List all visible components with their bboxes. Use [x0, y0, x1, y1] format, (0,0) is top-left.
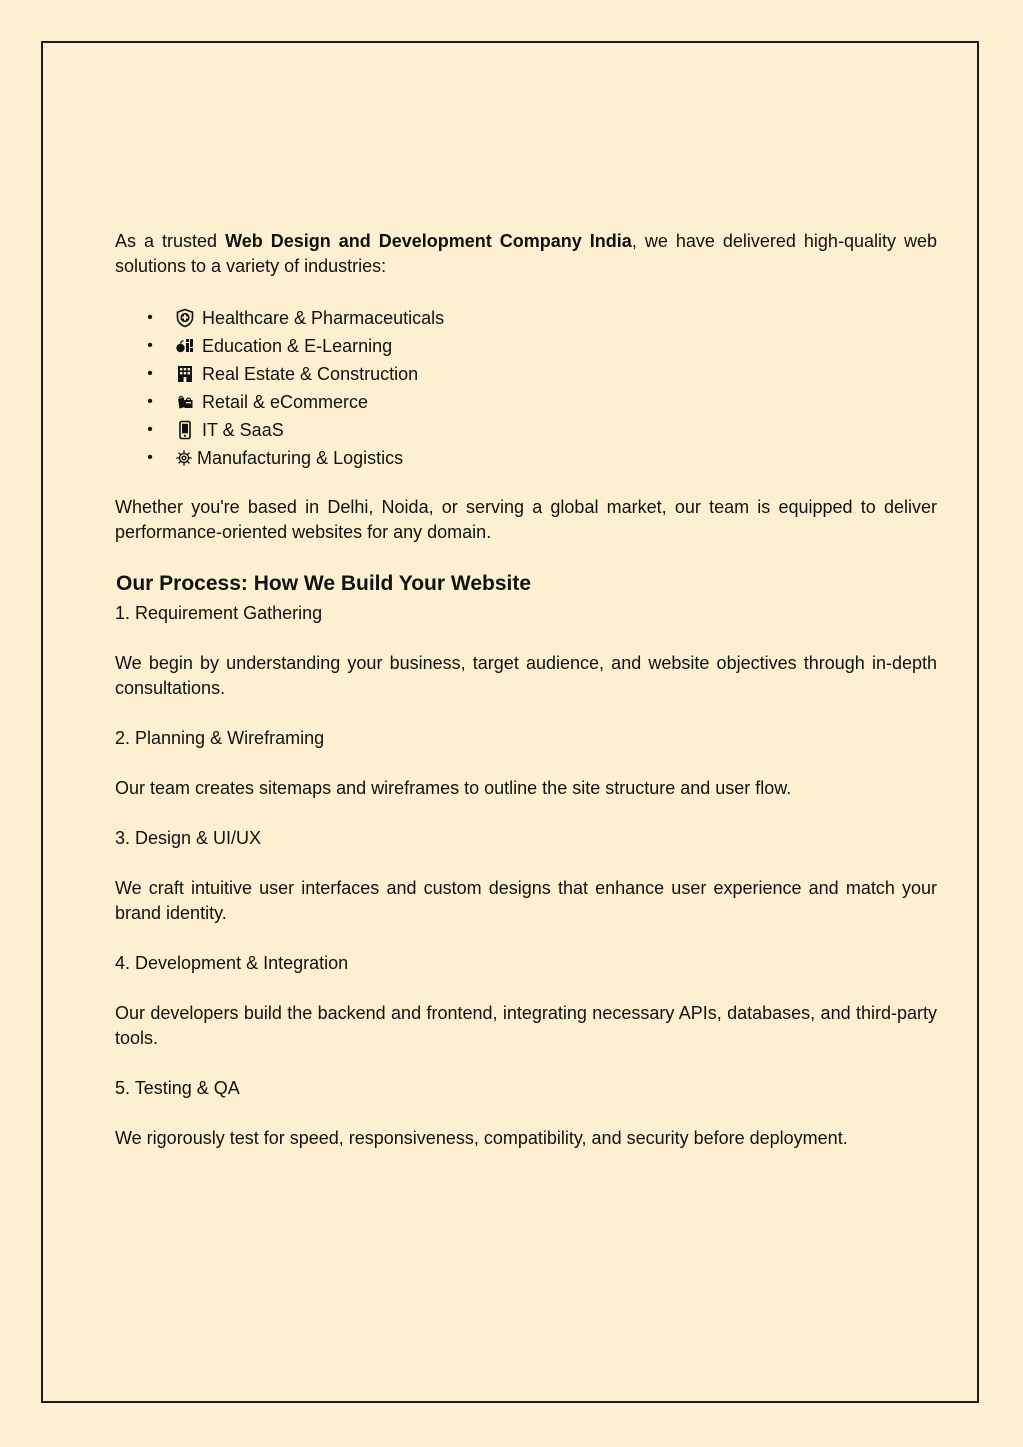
list-item: [115, 332, 937, 360]
bullet: •: [147, 337, 153, 354]
industry-list: [115, 304, 937, 472]
step-description: We begin by understanding your business, target audience, and website objectives through in-depth consultations.: [115, 653, 937, 698]
bullet: •: [147, 449, 153, 466]
process-steps: [115, 601, 937, 1151]
closing-paragraph: Whether you're based in Delhi, Noida, or serving a global market, our team is equipped to deliver performance-oriented websites for any domain.: [115, 497, 937, 542]
industry-label: IT & SaaS: [202, 420, 284, 440]
apple-books-icon: [175, 335, 197, 357]
list-item: [115, 304, 937, 332]
step-title: 1. Requirement Gathering: [115, 603, 323, 623]
shopping-bags-icon: [175, 391, 197, 413]
intro-paragraph: [115, 229, 937, 279]
bullet: •: [147, 421, 153, 438]
company-name-emphasis: Web Design and Development Company India: [225, 231, 632, 251]
list-item: [115, 360, 937, 388]
intro-prefix: As a trusted: [115, 231, 226, 251]
bullet: •: [147, 393, 153, 410]
process-heading: Our Process: How We Build Your Website: [116, 572, 532, 595]
list-item: [115, 416, 937, 444]
step-description: Our team creates sitemaps and wireframes to outline the site structure and user flow.: [115, 778, 792, 798]
industry-label: Manufacturing & Logistics: [197, 448, 404, 468]
shield-plus-icon: [175, 307, 197, 329]
industry-label: Healthcare & Pharmaceuticals: [202, 308, 445, 328]
step-title: 2. Planning & Wireframing: [115, 728, 325, 748]
industry-label: Retail & eCommerce: [202, 392, 369, 412]
step-title: 4. Development & Integration: [115, 953, 349, 973]
industry-label: Education & E-Learning: [202, 336, 393, 356]
bullet: •: [147, 365, 153, 382]
step-description: We rigorously test for speed, responsiveness, compatibility, and security before deployment.: [115, 1128, 848, 1148]
step-description: Our developers build the backend and frontend, integrating necessary APIs, databases, and third-party tools.: [115, 1003, 937, 1048]
intro-suffix: , we have delivered high-quality web solutions to a variety of industries:: [115, 231, 937, 276]
document-body: [115, 229, 937, 1151]
step-title: 5. Testing & QA: [115, 1078, 240, 1098]
gear-icon: [175, 447, 193, 469]
bullet: •: [147, 309, 153, 326]
mobile-phone-icon: [175, 419, 197, 441]
list-item: [115, 444, 937, 472]
industry-label: Real Estate & Construction: [202, 364, 419, 384]
step-title: 3. Design & UI/UX: [115, 828, 262, 848]
step-description: We craft intuitive user interfaces and custom designs that enhance user experience and match your brand identity.: [115, 878, 937, 923]
list-item: [115, 388, 937, 416]
building-icon: [175, 363, 197, 385]
